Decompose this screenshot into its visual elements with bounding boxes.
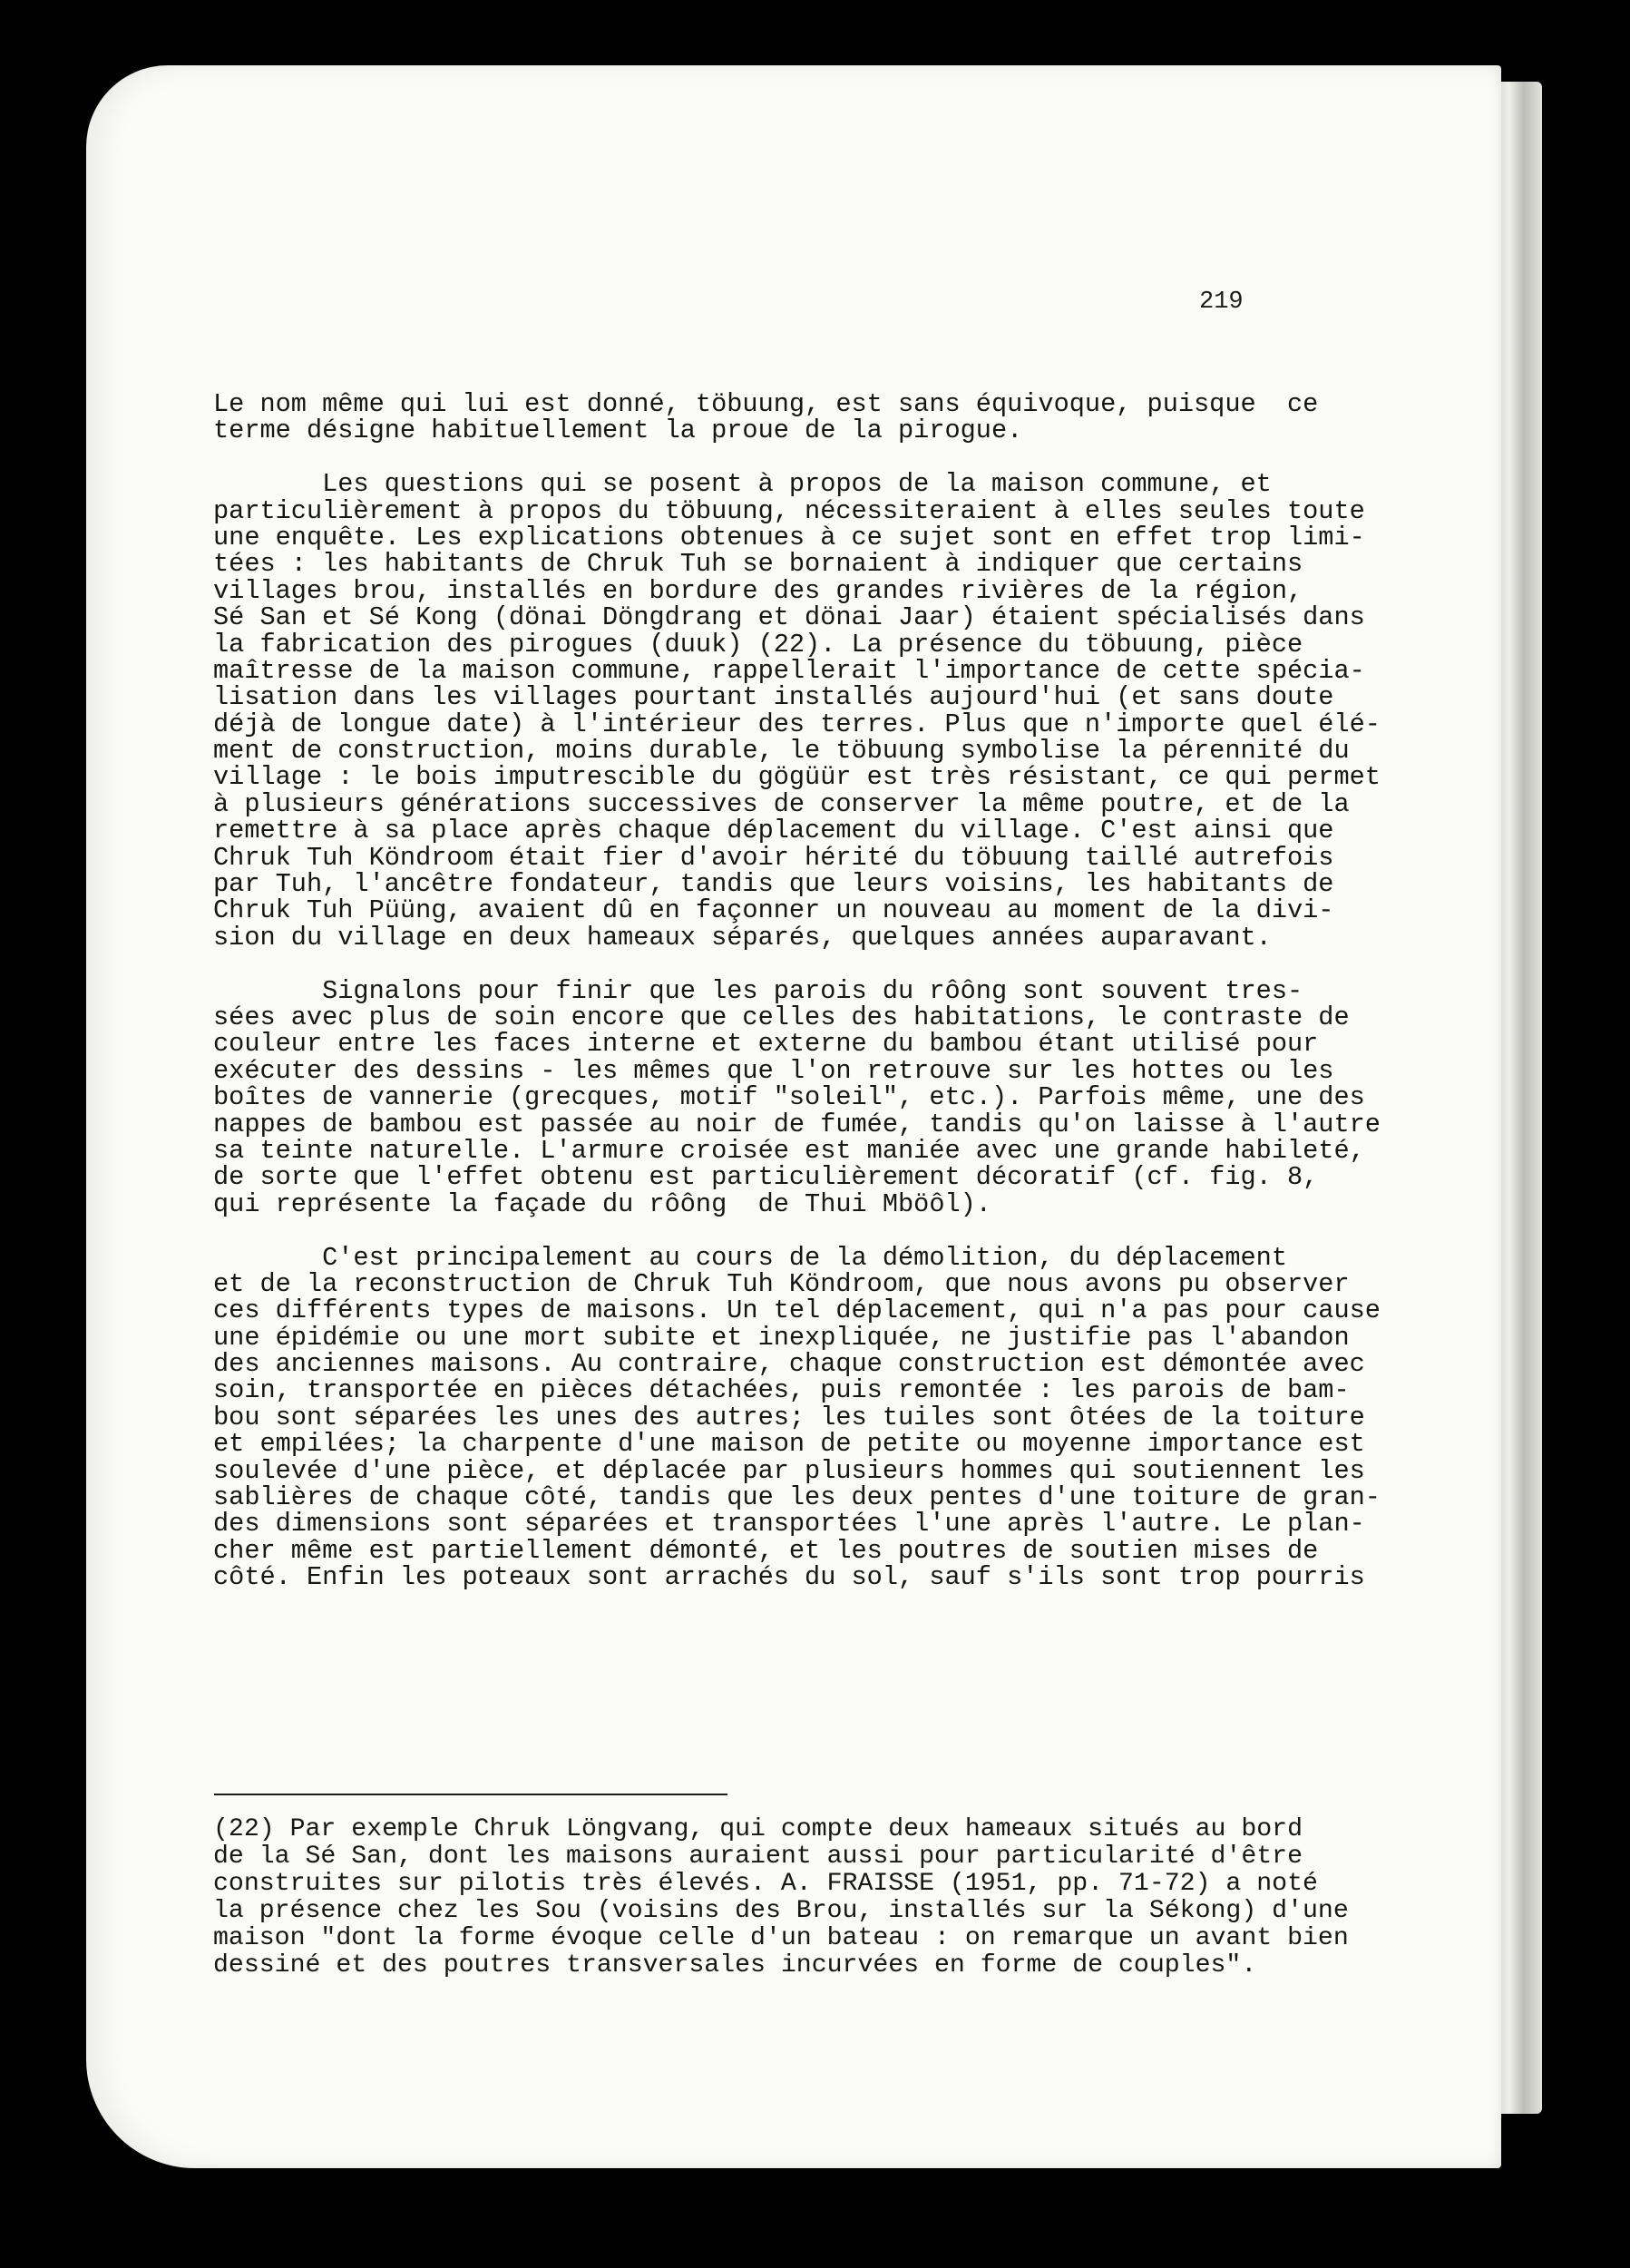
text-line: boîtes de vannerie (grecques, motif "soleil", etc.). Parfois même, une des [213,1082,1365,1113]
footnote-line: la présence chez les Sou (voisins des Brou, installés sur la Sékong) d'une [213,1897,1349,1925]
text-line: bou sont séparées les unes des autres; les tuiles sont ôtées de la toiture [213,1402,1365,1432]
text-line: ces différents types de maisons. Un tel déplacement, qui n'a pas pour cause [213,1295,1381,1326]
text-line: la fabrication des pirogues (duuk) (22). La présence du töbuung, pièce [213,629,1303,660]
page-number: 219 [1199,288,1244,316]
text-line: Chruk Tuh Püüng, avaient dû en façonner un nouveau au moment de la divi- [213,895,1334,926]
text-line: remettre à sa place après chaque déplacement du village. C'est ainsi que [213,816,1334,846]
text-line: Le nom même qui lui est donné, töbuung, est sans équivoque, puisque ce [213,389,1319,419]
text-line: villages brou, installés en bordure des grandes rivières de la région, [213,575,1303,606]
text-line: sées avec plus de soin encore que celles des habitations, le contraste de [213,1002,1350,1032]
paragraph [213,469,1381,953]
text-line: et empilées; la charpente d'une maison de petite ou moyenne importance est [213,1429,1365,1460]
text-line: Chruk Tuh Köndroom était fier d'avoir hérité du töbuung taillé autrefois [213,842,1334,873]
text-line: Les questions qui se posent à propos de la maison commune, et [213,469,1272,500]
text-line: maîtresse de la maison commune, rappellerait l'importance de cette spécia- [213,655,1365,686]
text-line: Sé San et Sé Kong (dönai Döngdrang et dönai Jaar) étaient spécialisés dans [213,602,1365,633]
text-line: Signalons pour finir que les parois du rôông sont souvent tres- [213,975,1303,1006]
text-line: sablières de chaque côté, tandis que les deux pentes d'une toiture de gran- [213,1482,1381,1513]
footnote-line: construites sur pilotis très élevés. A. FRAISSE (1951, pp. 71-72) a noté [213,1870,1318,1898]
text-line: une épidémie ou une mort subite et inexpliquée, ne justifie pas l'abandon [213,1322,1350,1353]
paragraph [213,391,1347,445]
text-line: soulevée d'une pièce, et déplacée par plusieurs hommes qui soutiennent les [213,1455,1365,1486]
text-line: C'est principalement au cours de la démolition, du déplacement [213,1242,1287,1273]
text-line: nappes de bambou est passée au noir de fumée, tandis qu'on laisse à l'autre [213,1109,1381,1139]
text-line: ment de construction, moins durable, le töbuung symbolise la pérennité du [213,736,1350,767]
text-line: village : le bois imputrescible du gögüür est très résistant, ce qui permet [213,762,1381,793]
text-line: qui représente la façade du rôông de Thui Mböôl). [213,1188,991,1219]
text-line: sa teinte naturelle. L'armure croisée est maniée avec une grande habileté, [213,1135,1365,1166]
footnote-line: de la Sé San, dont les maisons auraient aussi pour particularité d'être [213,1843,1303,1871]
text-line: cher même est partiellement démonté, et les poutres de soutien mises de [213,1535,1319,1566]
paragraph [213,975,1381,1219]
footnote [213,1816,1347,1980]
text-line: et de la reconstruction de Chruk Tuh Köndroom, que nous avons pu observer [213,1268,1350,1299]
text-line: à plusieurs générations successives de conserver la même poutre, et de la [213,788,1350,819]
text-line: terme désigne habituellement la proue de la pirogue. [213,415,1023,446]
footnote-line: (22) Par exemple Chruk Löngvang, qui compte deux hameaux situés au bord [213,1815,1303,1843]
footnote-line: dessiné et des poutres transversales incurvées en forme de couples". [213,1951,1257,1980]
paragraph [213,1242,1381,1593]
text-line: des anciennes maisons. Au contraire, chaque construction est démontée avec [213,1349,1365,1380]
text-line: tées : les habitants de Chruk Tuh se bornaient à indiquer que certains [213,549,1303,580]
text-line: exécuter des dessins - les mêmes que l'on retrouve sur les hottes ou les [213,1055,1334,1086]
text-line: côté. Enfin les poteaux sont arrachés du sol, sauf s'ils sont trop pourris [213,1562,1365,1593]
text-line: particulièrement à propos du töbuung, nécessiteraient à elles seules toute [213,495,1365,526]
text-line: déjà de longue date) à l'intérieur des terres. Plus que n'importe quel élé- [213,709,1381,739]
text-line: sion du village en deux hameaux séparés, quelques années auparavant. [213,922,1272,953]
text-line: couleur entre les faces interne et externe du bambou étant utilisé pour [213,1029,1319,1060]
text-line: par Tuh, l'ancêtre fondateur, tandis que leurs voisins, les habitants de [213,869,1334,900]
text-line: de sorte que l'effet obtenu est particulièrement décoratif (cf. fig. 8, [213,1162,1319,1193]
text-line: une enquête. Les explications obtenues à ce sujet sont en effet trop limi- [213,522,1365,552]
text-line: soin, transportée en pièces détachées, puis remontée : les parois de bam- [213,1375,1350,1406]
footnote-divider [214,1794,727,1795]
text-line: des dimensions sont séparées et transportées l'une après l'autre. Le plan- [213,1509,1365,1540]
text-line: lisation dans les villages pourtant installés aujourd'hui (et sans doute [213,682,1334,713]
body-text [213,389,1381,1593]
footnote-line: maison "dont la forme évoque celle d'un bateau : on remarque un avant bien [213,1924,1349,1952]
